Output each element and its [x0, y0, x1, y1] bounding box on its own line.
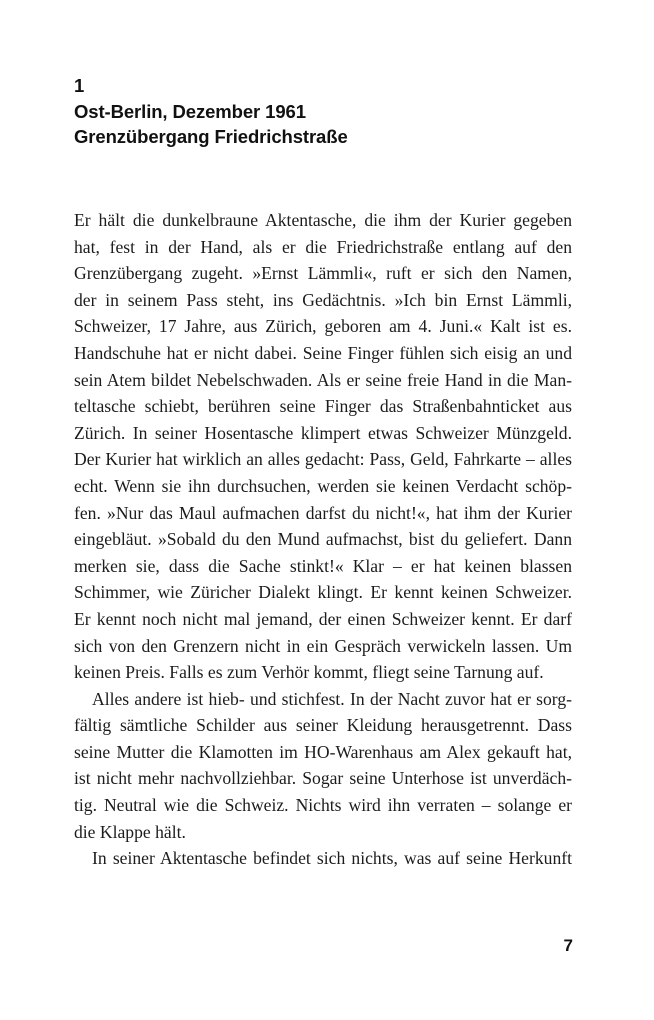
- text-line: Schweizer, 17 Jahre, aus Zürich, geboren am 4. Juni.« Kalt ist es.: [74, 316, 572, 337]
- text-line: sein Atem bildet Nebelschwaden. Als er seine freie Hand in die Man-: [74, 369, 572, 390]
- text-line: Zürich. In seiner Hosentasche klimpert etwas Schweizer Münzgeld.: [74, 422, 572, 443]
- text-line: der in seinem Pass steht, ins Gedächtnis. »Ich bin Ernst Lämmli,: [74, 289, 572, 310]
- text-line: Der Kurier hat wirklich an alles gedacht: Pass, Geld, Fahrkarte – alles: [74, 449, 572, 470]
- text-line: sich von den Grenzern nicht in ein Gespräch verwickeln lassen. Um: [74, 635, 572, 656]
- text-line: Er hält die dunkelbraune Aktentasche, die ihm der Kurier gegeben: [74, 210, 572, 230]
- body-text: [74, 207, 572, 872]
- text-line: die Klappe hält.: [74, 821, 186, 842]
- chapter-location: Grenzübergang Friedrichstraße: [74, 126, 348, 147]
- text-line: Handschuhe hat er nicht dabei. Seine Finger fühlen sich eisig an und: [74, 342, 572, 363]
- text-line: Grenzübergang zugeht. »Ernst Lämmli«, ruft er sich den Namen,: [74, 263, 572, 284]
- text-line: hat, fest in der Hand, als er die Friedrichstraße entlang auf den: [74, 236, 572, 257]
- text-line: tig. Neutral wie die Schweiz. Nichts wird ihn verraten – solange er: [74, 795, 572, 816]
- text-line: merken sie, dass die Sache stinkt!« Klar – er hat keinen blassen: [74, 555, 572, 576]
- text-line: eingebläut. »Sobald du den Mund aufmachst, bist du geliefert. Dann: [74, 529, 572, 550]
- text-line: In seiner Aktentasche befindet sich nichts, was auf seine Herkunft: [92, 848, 572, 869]
- chapter-heading: [74, 73, 574, 150]
- text-line: fen. »Nur das Maul aufmachen darfst du nicht!«, hat ihm der Kurier: [74, 502, 572, 523]
- chapter-number: 1: [74, 75, 85, 96]
- text-line: echt. Wenn sie ihn durchsuchen, werden sie keinen Verdacht schöp-: [74, 475, 572, 496]
- page-number: 7: [563, 936, 573, 955]
- text-line: Alles andere ist hieb- und stichfest. In der Nacht zuvor hat er sorg-: [92, 688, 572, 709]
- text-line: Er kennt noch nicht mal jemand, der einen Schweizer kennt. Er darf: [74, 608, 572, 629]
- text-line: Schimmer, wie Züricher Dialekt klingt. Er kennt keinen Schweizer.: [74, 582, 572, 603]
- text-line: fältig sämtliche Schilder aus seiner Kleidung herausgetrennt. Dass: [74, 715, 572, 736]
- text-line: ist nicht mehr nachvollziehbar. Sogar seine Unterhose ist unverdäch-: [74, 768, 572, 789]
- text-line: keinen Preis. Falls es zum Verhör kommt, fliegt seine Tarnung auf.: [74, 662, 544, 683]
- chapter-place-date: Ost-Berlin, Dezember 1961: [74, 100, 306, 122]
- text-line: teltasche schiebt, berühren seine Finger das Straßenbahnticket aus: [74, 396, 572, 417]
- text-line: seine Mutter die Klamotten im HO-Warenhaus am Alex gekauft hat,: [74, 741, 572, 762]
